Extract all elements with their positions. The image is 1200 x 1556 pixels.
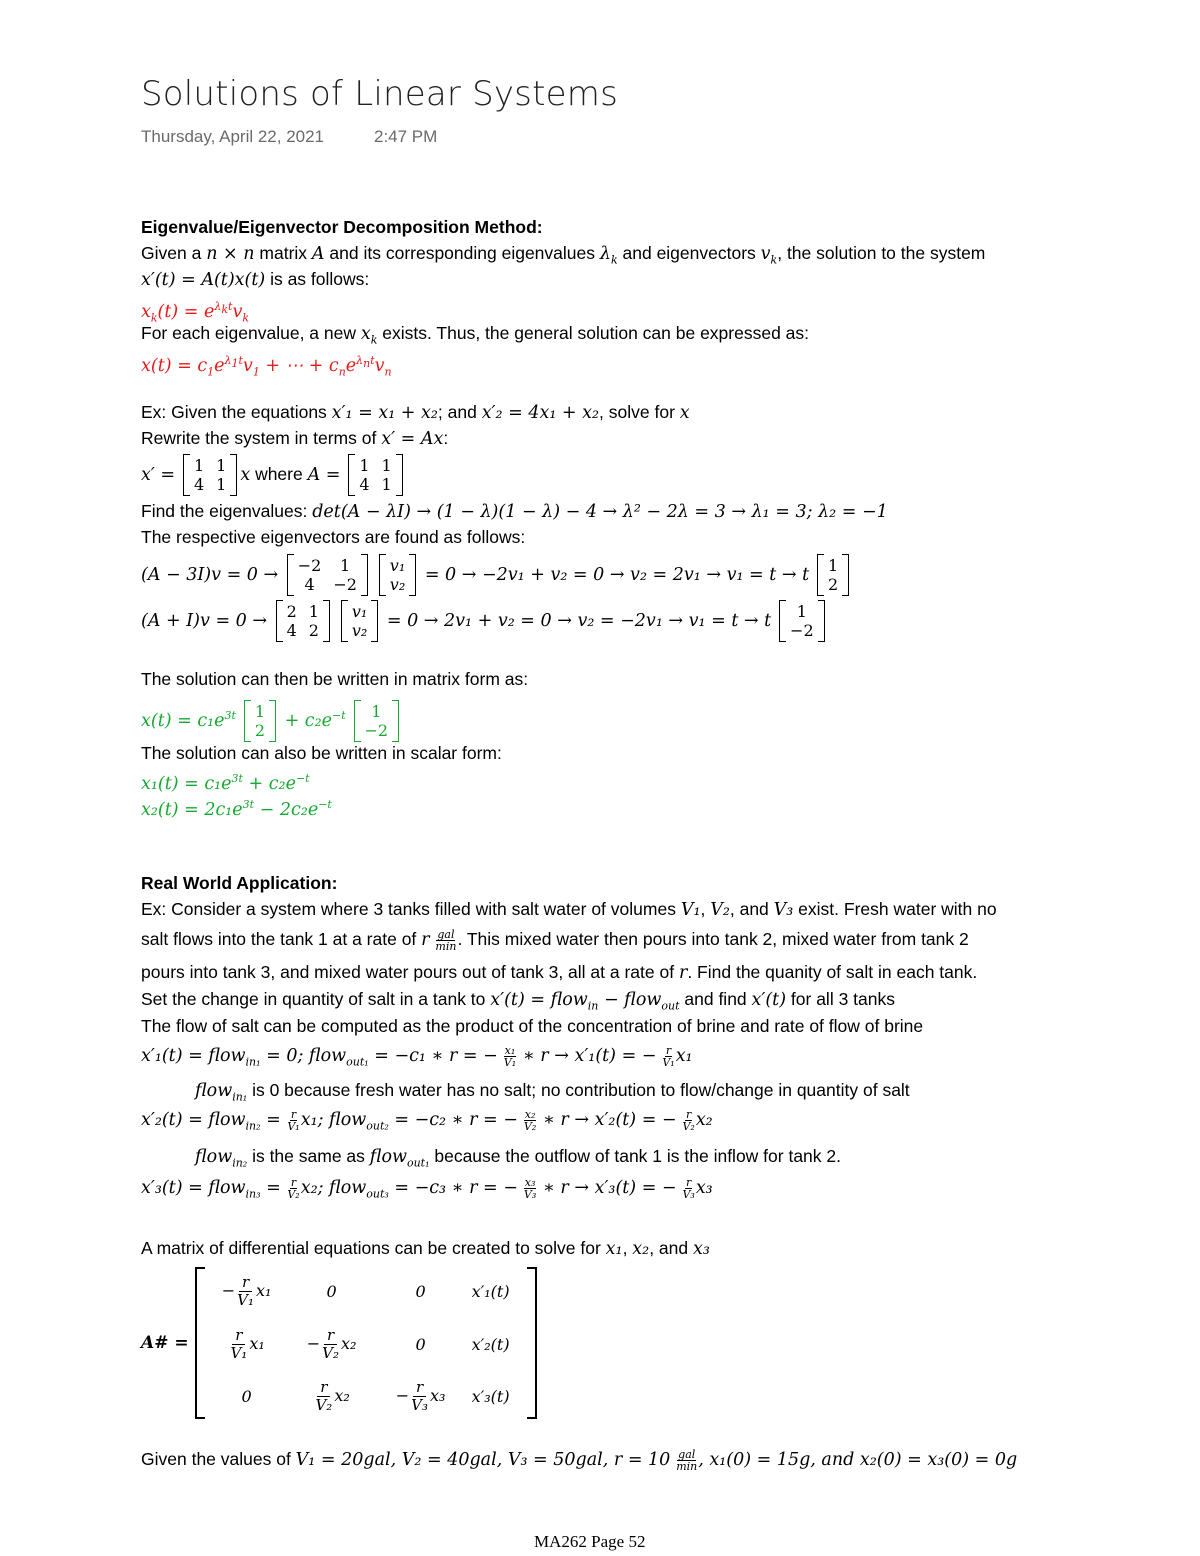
tank-para-1: Ex: Consider a system where 3 tanks filled with salt water of volumes V₁, V₂, and V₃ exist. Fresh water with no [141, 899, 997, 920]
tank-para-3: pours into tank 3, and mixed water pours out of tank 3, all at a rate of r. Find the quanity of salt in each tank. [141, 962, 978, 983]
page-date: Thursday, April 22, 2021 [141, 127, 325, 146]
page-time: 2:47 PM [374, 127, 438, 146]
section-heading-eigen: Eigenvalue/Eigenvector Decomposition Method: [141, 217, 543, 237]
system-line: x′(t) = A(t)x(t) is as follows: [141, 269, 370, 290]
section-heading-real-world: Real World Application: [141, 873, 338, 893]
general-solution: $x(t) = c_1e^{\lambda_1t}v_1$ + ⋯ + $c_ne^{\lambda_nt}v_n$ [141, 354, 392, 379]
matrix-intro: A matrix of differential equations can be created to solve for x₁, x₂, and x₃ [141, 1238, 710, 1259]
intro-line: Given a n × n matrix A and its corresponding eigenvalues $\lambda_k$ and eigenvectors $v_k$, the solution to the system [141, 243, 986, 267]
tank-2-note: flow$_{in_2}$ is the same as flow$_{out_1}$ because the outflow of tank 1 is the inflow for tank 2. [195, 1146, 841, 1170]
differential-matrix: A# = − $\frac{r}{\text{V₁}}$ x₁ 0 0 x′₁(t) $\frac{r}{\text{V₁}}$ x₁ − $\frac{r}{\text{V₂}}$ x₂ 0 x′₂(t) 0 $\frac{r}{\text{V₂}}$ x₂ − $\frac{r}{\text{V₃}}$ x₃ x′₃(t) [141, 1264, 537, 1422]
eigenvector-1: (A − 3I)v = 0 → −2 1 4 −2 v₁ v₂ = 0 → −2v₁ + v₂ = 0 → v₂ = 2v₁ → v₁ = t → t 1 2 [141, 552, 852, 597]
single-solution: $x_k(t) = e^{\lambda_kt}v_k$ [141, 300, 250, 325]
foreach-line: For each eigenvalue, a new $x_k$ exists. Thus, the general solution can be expressed as: [141, 323, 810, 347]
page-footer: MA262 Page 52 [534, 1532, 646, 1551]
matrix-A-line: x′ = 1 1 4 1 x where A = 1 1 4 1 [141, 452, 406, 497]
tank-para-5: The flow of salt can be computed as the product of the concentration of brine and rate of flow of brine [141, 1016, 924, 1036]
given-values: Given the values of V₁ = 20gal, V₂ = 40gal, V₃ = 50gal, r = 10 $\frac{\text{gal}}{\min}$ , x₁(0) = 15g, and x₂(0) = x₃(0) = 0g [141, 1447, 1018, 1473]
example-given: Ex: Given the equations x′₁ = x₁ + x₂; and x′₂ = 4x₁ + x₂, solve for x [141, 402, 690, 423]
matrix-form-text: The solution can then be written in matrix form as: [141, 669, 529, 689]
scalar-solution-1: $x_1(t) = c_1e^{3t} + c_2e^{-t}$ [141, 772, 310, 794]
scalar-form-text: The solution can also be written in scalar form: [141, 743, 502, 763]
rewrite-line: Rewrite the system in terms of x′ = Ax: [141, 428, 449, 449]
tank-1-eq: x′₁(t) = flow$_{in_1}$ = 0; flow$_{out_1}$ = −c₁ ∗ r = − $\frac{\text{x₁}}{\text{V₁}}$ ∗ r → x′₁(t) = − $\frac{r}{\text{V₁}}$ x₁ [141, 1043, 693, 1069]
eigenvector-2: (A + I)v = 0 → 2 1 4 2 v₁ v₂ = 0 → 2v₁ + v₂ = 0 → v₂ = −2v₁ → v₁ = t → t 1 −2 [141, 598, 828, 643]
tank-2-eq: x′₂(t) = flow$_{in_2}$ = $\frac{r}{\text{V₁}}$ x₁; flow$_{out_2}$ = −c₂ ∗ r = − $\frac{\text{x₂}}{\text{V₂}}$ ∗ r → x′₂(t) = − $\frac{r}{\text{V₂}}$ x₂ [141, 1107, 713, 1133]
eigenvector-text: The respective eigenvectors are found as follows: [141, 527, 526, 547]
scalar-solution-2: $x_2(t) = 2c_1e^{3t} - 2c_2e^{-t}$ [141, 798, 332, 820]
tank-3-eq: x′₃(t) = flow$_{in_3}$ = $\frac{r}{\text{V₂}}$ x₂; flow$_{out_3}$ = −c₃ ∗ r = − $\frac{\text{x₃}}{\text{V₃}}$ ∗ r → x′₃(t) = − $\frac{r}{\text{V₃}}$ x₃ [141, 1175, 713, 1201]
tank-1-note: flow$_{in_1}$ is 0 because fresh water has no salt; no contribution to flow/change in quantity of salt [195, 1080, 910, 1104]
matrix-A-1: 1 1 4 1 [183, 454, 237, 496]
tank-para-2: salt flows into the tank 1 at a rate of r $\frac{\text{gal}}{\min}$ . This mixed water then pours into tank 2, mixed water from tank 2 [141, 927, 969, 953]
matrix-A-2: 1 1 4 1 [348, 454, 402, 496]
eigenvalue-line: Find the eigenvalues: det(A − λI) → (1 − λ)(1 − λ) − 4 → λ² − 2λ = 3 → λ₁ = 3; λ₂ = −1 [141, 501, 888, 522]
matrix-form-solution: $x(t) = c_1e^{3t}$ 1 2 + $c_2e^{-t}$ 1 −2 [141, 694, 402, 743]
tank-para-4: Set the change in quantity of salt in a tank to x′(t) = flow$_{in}$ − flow$_{out}$ and find x′(t) for all 3 tanks [141, 989, 895, 1013]
page-title: Solutions of Linear Systems [141, 74, 618, 114]
